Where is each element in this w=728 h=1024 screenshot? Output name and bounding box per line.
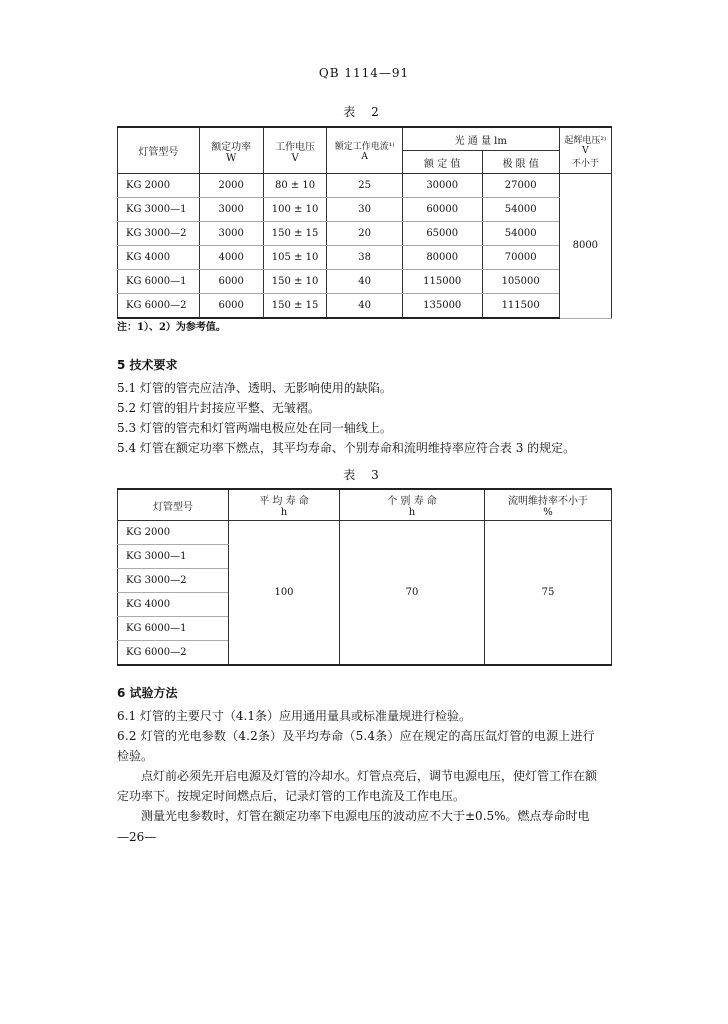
document-code-header: QB 1114—91 xyxy=(318,66,410,80)
page-number: —26— xyxy=(117,830,157,844)
table-row: KG 3000—2 3000 150 ± 15 20 65000 54000 xyxy=(118,222,612,246)
table-row: KG 6000—2 6000 150 ± 15 40 135000 111500 xyxy=(118,294,612,319)
individual-life-value: 70 xyxy=(340,521,485,666)
section5-title: 5 技术要求 xyxy=(117,358,178,372)
col-individual-life-header: 个 别 寿 命 h xyxy=(340,489,485,521)
col-lumen-maintenance-header: 流明维持率不小于 % xyxy=(485,489,612,521)
table2-note: 注：1）、2）为参考值。 xyxy=(117,322,226,333)
col-flux-header: 光 通 量 lm xyxy=(402,127,559,151)
table2-caption: 表 2 xyxy=(343,105,385,119)
avg-life-value: 100 xyxy=(229,521,340,666)
clause-6-2: 6.2 灯管的光电参数（4.2条）及平均寿命（5.4条）应在规定的高压氙灯管的电源上进行 xyxy=(117,729,595,743)
paragraph-lighting-cont: 定功率下。按规定时间燃点后，记录灯管的工作电流及工作电压。 xyxy=(117,789,466,803)
table-row: KG 2000 100 70 75 xyxy=(118,521,612,545)
clause-5-3: 5.3 灯管的管壳和灯管两端电极应处在同一轴线上。 xyxy=(117,421,392,435)
paragraph-measurement: 测量光电参数时，灯管在额定功率下电源电压的波动应不大于±0.5%。燃点寿命时电 xyxy=(141,809,590,823)
col-current-header: 额定工作电流¹⁾ A xyxy=(327,127,402,174)
col-flux-rated-header: 额 定 值 xyxy=(402,151,482,174)
start-voltage-value: 8000 xyxy=(559,174,611,319)
col-lamp-type-header: 灯管型号 xyxy=(118,127,200,174)
clause-6-2-cont: 检验。 xyxy=(117,749,154,763)
section6-title: 6 试验方法 xyxy=(117,686,178,700)
table-row: KG 4000 4000 105 ± 10 38 80000 70000 xyxy=(118,246,612,270)
col-lamp-type-header: 灯管型号 xyxy=(118,489,229,521)
paragraph-lighting: 点灯前必须先开启电源及灯管的冷却水。灯管点亮后，调节电源电压，使灯管工作在额 xyxy=(141,769,598,783)
table-row: KG 3000—2 xyxy=(118,569,612,593)
table-row: KG 3000—1 3000 100 ± 10 30 60000 54000 xyxy=(118,198,612,222)
clause-5-4: 5.4 灯管在额定功率下燃点，其平均寿命、个别寿命和流明维持率应符合表 3 的规定。 xyxy=(117,441,576,455)
table-row: KG 6000—2 xyxy=(118,641,612,666)
lumen-maintenance-value: 75 xyxy=(485,521,612,666)
clause-5-1: 5.1 灯管的管壳应洁净、透明、无影响使用的缺陷。 xyxy=(117,381,392,395)
table3 xyxy=(117,488,612,666)
col-power-header: 额定功率 W xyxy=(199,127,263,174)
table-row: KG 6000—1 6000 150 ± 10 40 115000 105000 xyxy=(118,270,612,294)
table-row: KG 3000—1 xyxy=(118,545,612,569)
table-row: KG 2000 2000 80 ± 10 25 30000 27000 8000 xyxy=(118,174,612,198)
table2 xyxy=(117,126,612,319)
table-row: KG 4000 xyxy=(118,593,612,617)
col-flux-limit-header: 极 限 值 xyxy=(482,151,559,174)
table3-caption: 表 3 xyxy=(343,468,385,482)
col-voltage-header: 工作电压 V xyxy=(263,127,327,174)
table-row: KG 6000—1 xyxy=(118,617,612,641)
clause-6-1: 6.1 灯管的主要尺寸（4.1条）应用通用量具或标准量规进行检验。 xyxy=(117,709,471,723)
clause-5-2: 5.2 灯管的钼片封接应平整、无皱褶。 xyxy=(117,401,320,415)
col-start-voltage-header: 起辉电压²⁾ V 不小于 xyxy=(559,127,611,174)
col-avg-life-header: 平 均 寿 命 h xyxy=(229,489,340,521)
